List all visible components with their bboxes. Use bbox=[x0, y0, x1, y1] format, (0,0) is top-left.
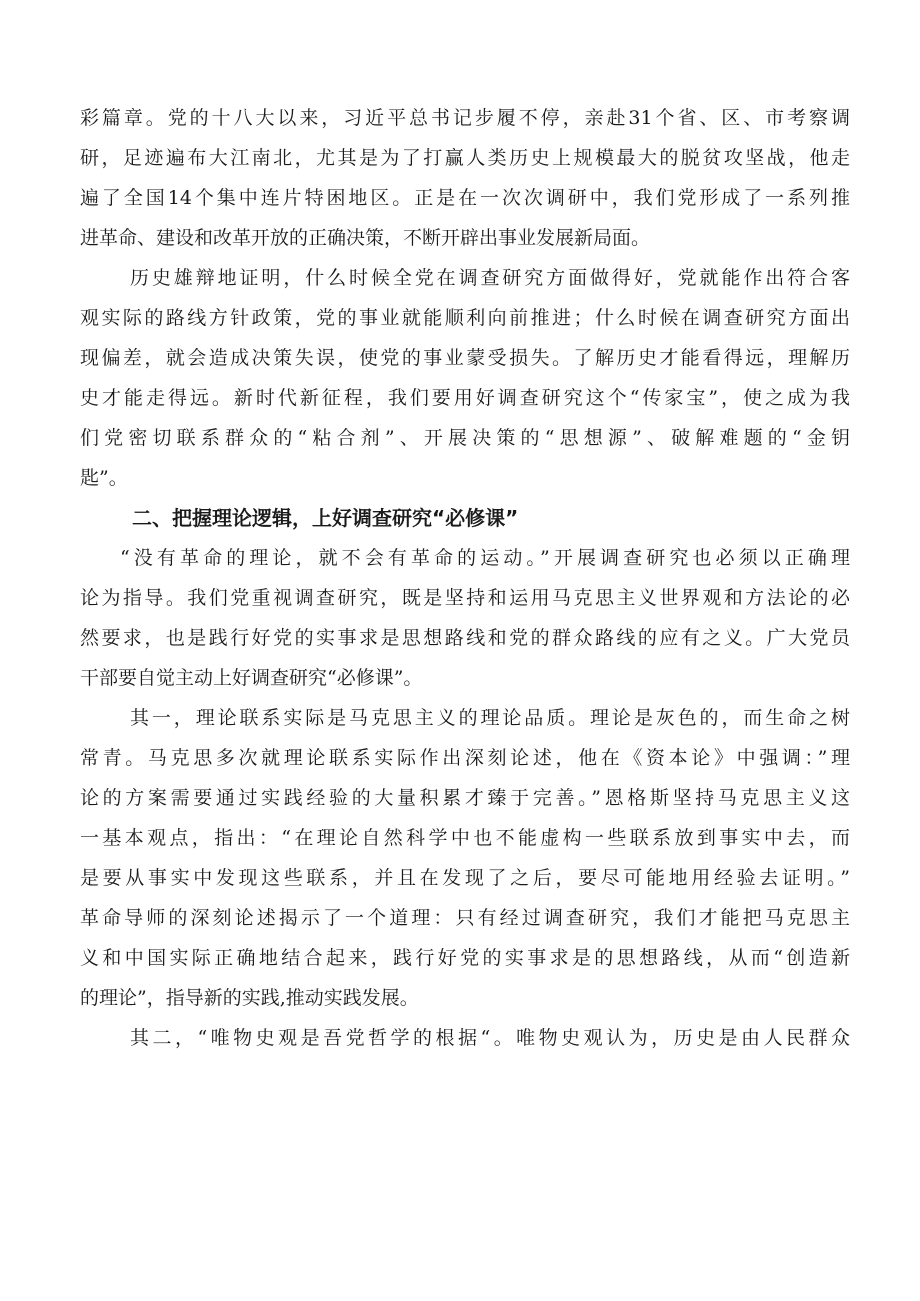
section-heading: 二、把握理论逻辑，上好调查研究“必修课” bbox=[132, 506, 519, 530]
text-line: 论为指导。我们党重视调查研究，既是坚持和运用马克思主义世界观和方法论的必 bbox=[80, 587, 850, 609]
text-line: 然要求，也是践行好党的实事求是思想路线和党的群众路线的应有之义。广大党员 bbox=[80, 627, 850, 649]
text-line: “没有革命的理论，就不会有革命的运动。”开展调查研究也必须以正确理 bbox=[120, 547, 850, 569]
text-line: 论的方案需要通过实践经验的大量积累才臻于完善。”恩格斯坚持马克思主义这 bbox=[80, 787, 850, 809]
text-line: 革命导师的深刻论述揭示了一个道理：只有经过调查研究，我们才能把马克思主 bbox=[80, 907, 850, 929]
text-line: 干部要自觉主动上好调查研究“必修课”。 bbox=[80, 667, 423, 689]
text-line: 匙”。 bbox=[80, 467, 128, 489]
paragraph bbox=[80, 1028, 850, 1048]
text-line: 史才能走得远。新时代新征程，我们要用好调查研究这个“传家宝”，使之成为我 bbox=[80, 387, 850, 409]
text-line: 研，足迹遍布大江南北，尤其是为了打赢人类历史上规模最大的脱贫攻坚战，他走 bbox=[80, 147, 850, 169]
text-line: 观实际的路线方针政策，党的事业就能顺利向前推进；什么时候在调查研究方面出 bbox=[80, 307, 850, 329]
text-line: 们党密切联系群众的“粘合剂”、开展决策的“思想源”、破解难题的“金钥 bbox=[80, 427, 850, 449]
document-page bbox=[80, 108, 850, 1048]
text-line: 一基本观点，指出：“在理论自然科学中也不能虚构一些联系放到事实中去，而 bbox=[80, 827, 850, 849]
text-line: 其二，“唯物史观是吾党哲学的根据“。唯物史观认为，历史是由人民群众 bbox=[130, 1027, 850, 1049]
text-line: 的理论”，指导新的实践,推动实践发展。 bbox=[80, 987, 419, 1009]
text-line: 彩篇章。党的十八大以来，习近平总书记步履不停，亲赴31个省、区、市考察调 bbox=[80, 107, 850, 129]
text-line: 其一，理论联系实际是马克思主义的理论品质。理论是灰色的，而生命之树 bbox=[130, 707, 850, 729]
text-line: 义和中国实际正确地结合起来，践行好党的实事求是的思想路线，从而“创造新 bbox=[80, 947, 850, 969]
paragraph bbox=[80, 268, 850, 488]
text-line: 遍了全国14个集中连片特困地区。正是在一次次调研中，我们党形成了一系列推 bbox=[80, 187, 850, 209]
text-line: 是要从事实中发现这些联系，并且在发现了之后，要尽可能地用经验去证明。” bbox=[80, 867, 850, 889]
text-line: 历史雄辩地证明，什么时候全党在调查研究方面做得好，党就能作出符合客 bbox=[130, 267, 850, 289]
text-line: 常青。马克思多次就理论联系实际作出深刻论述，他在《资本论》中强调：”理 bbox=[80, 747, 850, 769]
text-line: 进革命、建设和改革开放的正确决策，不断开辟出事业发展新局面。 bbox=[80, 227, 651, 249]
paragraph bbox=[80, 108, 850, 248]
text-line: 现偏差，就会造成决策失误，使党的事业蒙受损失。了解历史才能看得远，理解历 bbox=[80, 347, 850, 369]
paragraph bbox=[80, 708, 850, 1008]
paragraph bbox=[80, 548, 850, 688]
